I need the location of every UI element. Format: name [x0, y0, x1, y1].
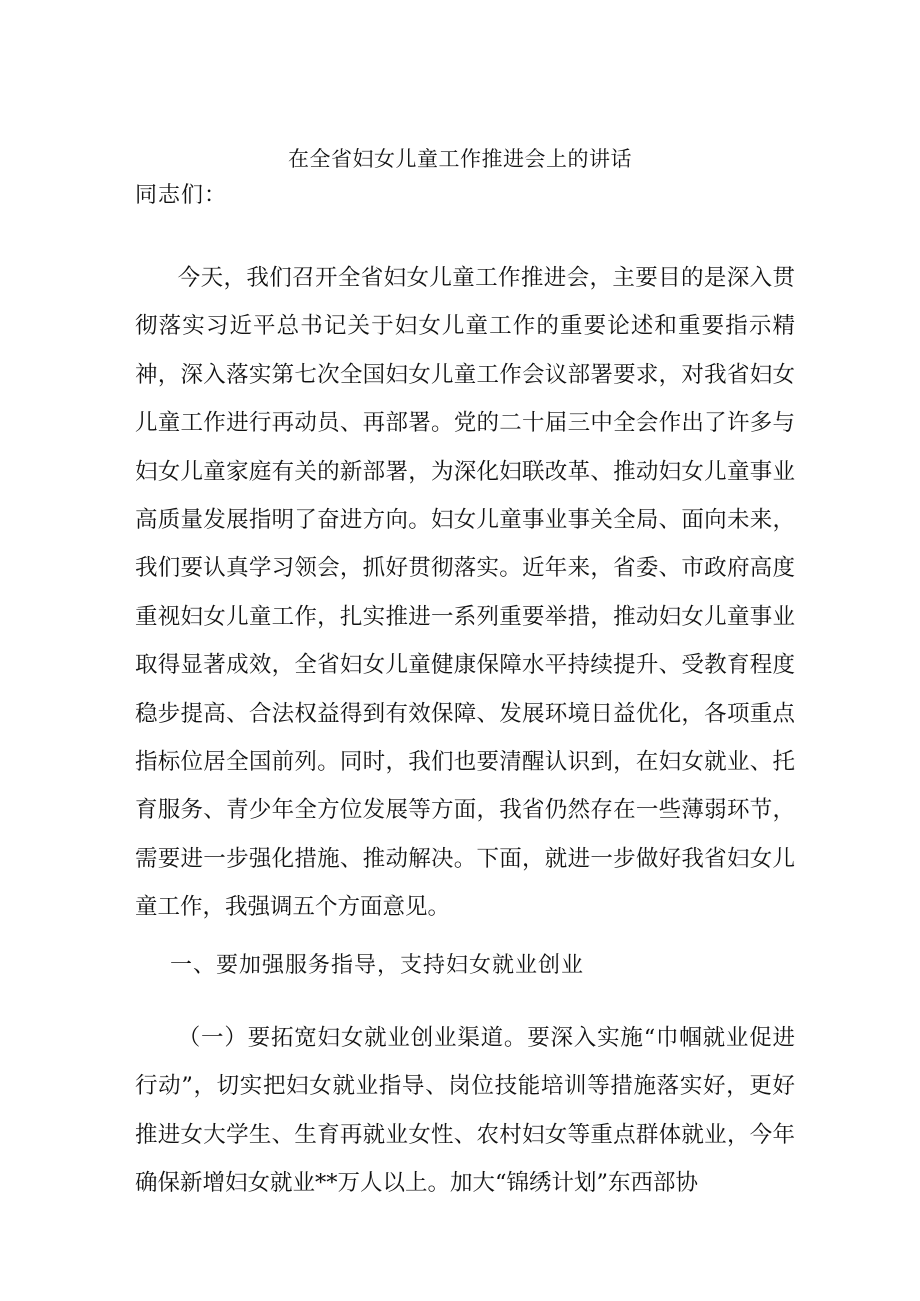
section-heading-1: 一、要加强服务指导，支持妇女就业创业 [170, 953, 585, 978]
subsection-paragraph-1: （一）要拓宽妇女就业创业渠道。要深入实施“巾帼就业促进行动”，切实把妇女就业指导、岗位技能培训等措施落实好，更好推进女大学生、生育再就业女性、农村妇女等重点群体就业，今年确保新增妇女就业**万人以上。加大“锦绣计划”东西部协 [135, 1025, 795, 1197]
document-title: 在全省妇女儿童工作推进会上的讲话 [288, 147, 632, 171]
opening-paragraph: 今天，我们召开全省妇女儿童工作推进会，主要目的是深入贯彻落实习近平总书记关于妇女儿童工作的重要论述和重要指示精神，深入落实第七次全国妇女儿童工作会议部署要求，对我省妇女儿童工作进行再动员、再部署。党的二十届三中全会作出了许多与妇女儿童家庭有关的新部署，为深化妇联改革、推动妇女儿童事业高质量发展指明了奋进方向。妇女儿童事业事关全局、面向未来，我们要认真学习领会，抓好贯彻落实。近年来，省委、市政府高度重视妇女儿童工作，扎实推进一系列重要举措，推动妇女儿童事业取得显著成效，全省妇女儿童健康保障水平持续提升、受教育程度稳步提高、合法权益得到有效保障、发展环境日益优化，各项重点指标位居全国前列。同时，我们也要清醒认识到，在妇女就业、托育服务、青少年全方位发展等方面，我省仍然存在一些薄弱环节，需要进一步强化措施、推动解决。下面，就进一步做好我省妇女儿童工作，我强调五个方面意见。 [135, 265, 795, 921]
greeting: 同志们： [135, 183, 228, 208]
